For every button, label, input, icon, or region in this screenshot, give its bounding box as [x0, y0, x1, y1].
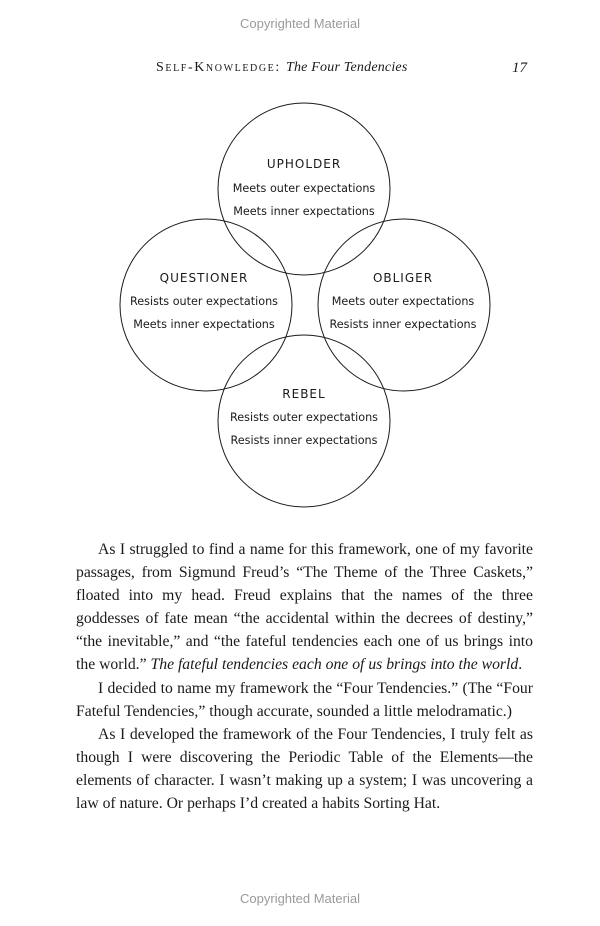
paragraph-1: [76, 538, 533, 677]
paragraph-2: I decided to name my framework the “Four Tendencies.” (The “Four Fateful Tendencies,” though accurate, sounded a little melodramatic.): [76, 679, 533, 720]
obliger-outer: Meets outer expectations: [331, 295, 475, 308]
paragraph-3: As I developed the framework of the Four Tendencies, I truly felt as though I were discovering the Periodic Table of the Elements—the elements of character. I wasn’t making up a system; I was uncovering a law of nature. Or perhaps I’d created a habits Sorting Hat.: [76, 725, 533, 813]
upholder-outer: Meets outer expectations: [232, 182, 376, 195]
body-text: [76, 538, 533, 815]
obliger-inner: Resists inner expectations: [329, 318, 477, 331]
running-head-title: The Four Tendencies: [286, 60, 408, 75]
copyright-watermark-bottom: Copyrighted Material: [240, 891, 360, 906]
questioner-label: QUESTIONER: [159, 271, 249, 285]
upholder-inner: Meets inner expectations: [233, 205, 375, 218]
obliger-label: OBLIGER: [372, 271, 434, 285]
rebel-inner: Resists inner expectations: [230, 434, 378, 447]
rebel-outer: Resists outer expectations: [230, 411, 378, 424]
copyright-watermark-top: Copyrighted Material: [240, 16, 360, 31]
paragraph-1-italic: The fateful tendencies each one of us brings into the world: [150, 656, 519, 674]
running-head-section: Self-Knowledge:: [156, 60, 281, 75]
rebel-label: REBEL: [282, 387, 326, 401]
questioner-inner: Meets inner expectations: [133, 318, 275, 331]
upholder-label: UPHOLDER: [266, 157, 342, 171]
page-number: 17: [512, 60, 527, 76]
paragraph-1-end: .: [518, 656, 523, 674]
questioner-outer: Resists outer expectations: [130, 295, 278, 308]
paragraph-1-text: As I struggled to find a name for this framework, one of my favorite passages, from Sigmund Freud’s “The Theme of the Three Caskets,” floated into my head. Freud explains that the names of the three goddesses of fate mean “the accidental within the decrees of destiny,” “the inevitable,” and “the fateful tendencies each one of us brings into the world.”: [76, 541, 533, 674]
